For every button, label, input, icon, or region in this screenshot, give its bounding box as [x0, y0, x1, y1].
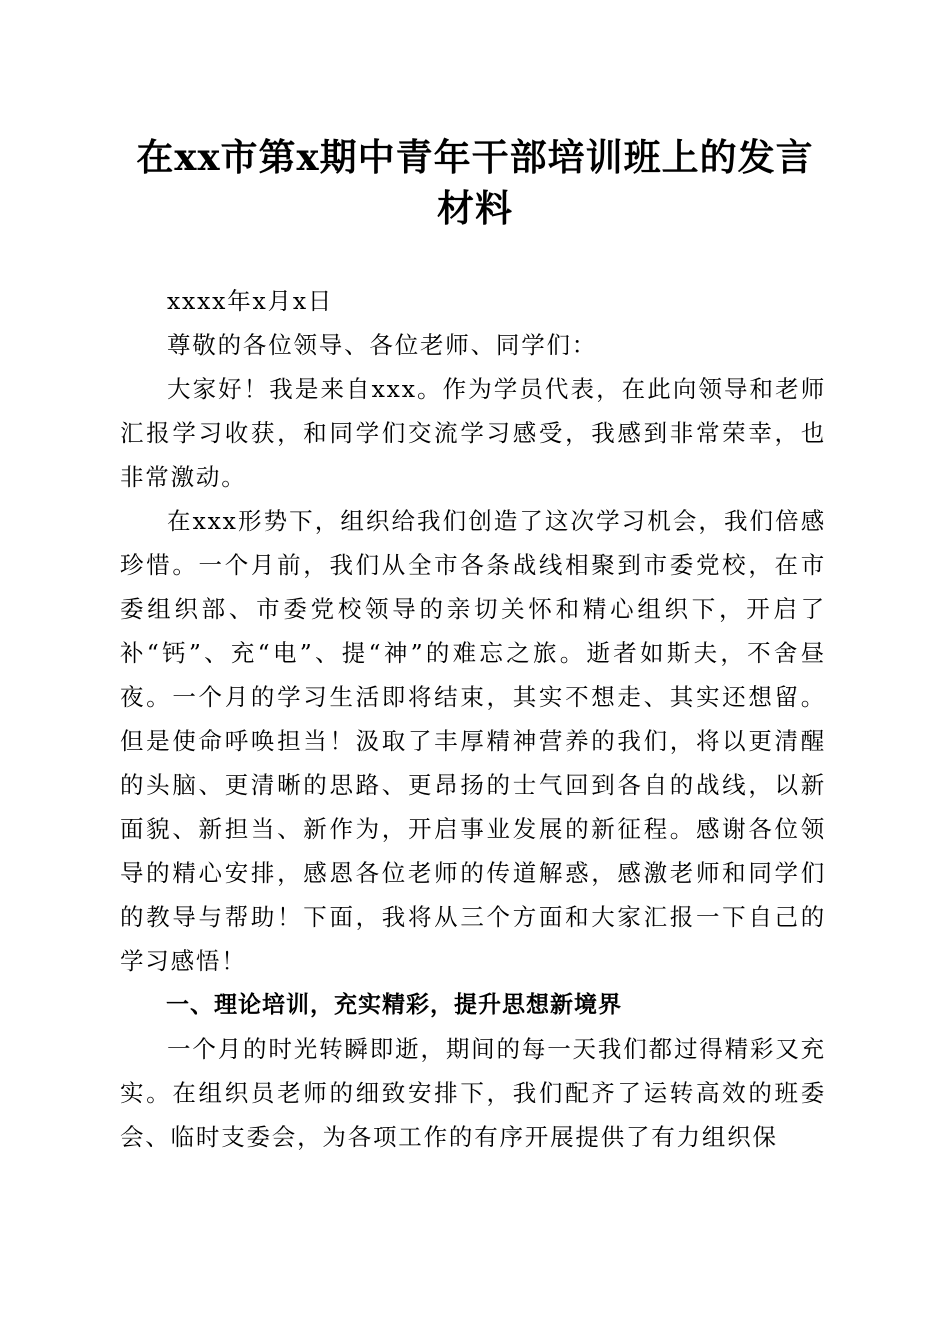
section-paragraph: 一个月的时光转瞬即逝，期间的每一天我们都过得精彩又充实。在组织员老师的细致安排下，我们配齐了运转高效的班委会、临时支委会，为各项工作的有序开展提供了有力组织保 [120, 1035, 826, 1151]
paragraph-intro: 在xxx形势下，组织给我们创造了这次学习机会，我们倍感珍惜。一个月前，我们从全市各条战线相聚到市委党校，在市委组织部、市委党校领导的亲切关怀和精心组织下，开启了补“钙”、充“电”、提“神”的难忘之旅。逝者如斯夫，不舍昼夜。一个月的学习生活即将结束，其实不想走、其实还想留。但是使命呼唤担当！汲取了丰厚精神营养的我们，将以更清醒的头脑、更清晰的思路、更昂扬的士气回到各自的战线，以新面貌、新担当、新作为，开启事业发展的新征程。感谢各位领导的精心安排，感恩各位老师的传道解惑，感激老师和同学们的教导与帮助！下面，我将从三个方面和大家汇报一下自己的学习感悟！ [120, 507, 826, 975]
section-heading: 一、理论培训，充实精彩，提升思想新境界 [166, 992, 622, 1018]
document-date: xxxx年x月x日 [167, 287, 334, 315]
document-title: 在xx市第x期中青年干部培训班上的发言材料 [136, 135, 814, 230]
salutation: 尊敬的各位领导、各位老师、同学们： [167, 331, 598, 359]
paragraph-greeting: 大家好！我是来自xxx。作为学员代表，在此向领导和老师汇报学习收获，和同学们交流学习感受，我感到非常荣幸，也非常激动。 [120, 375, 826, 491]
document-body [120, 279, 826, 1159]
